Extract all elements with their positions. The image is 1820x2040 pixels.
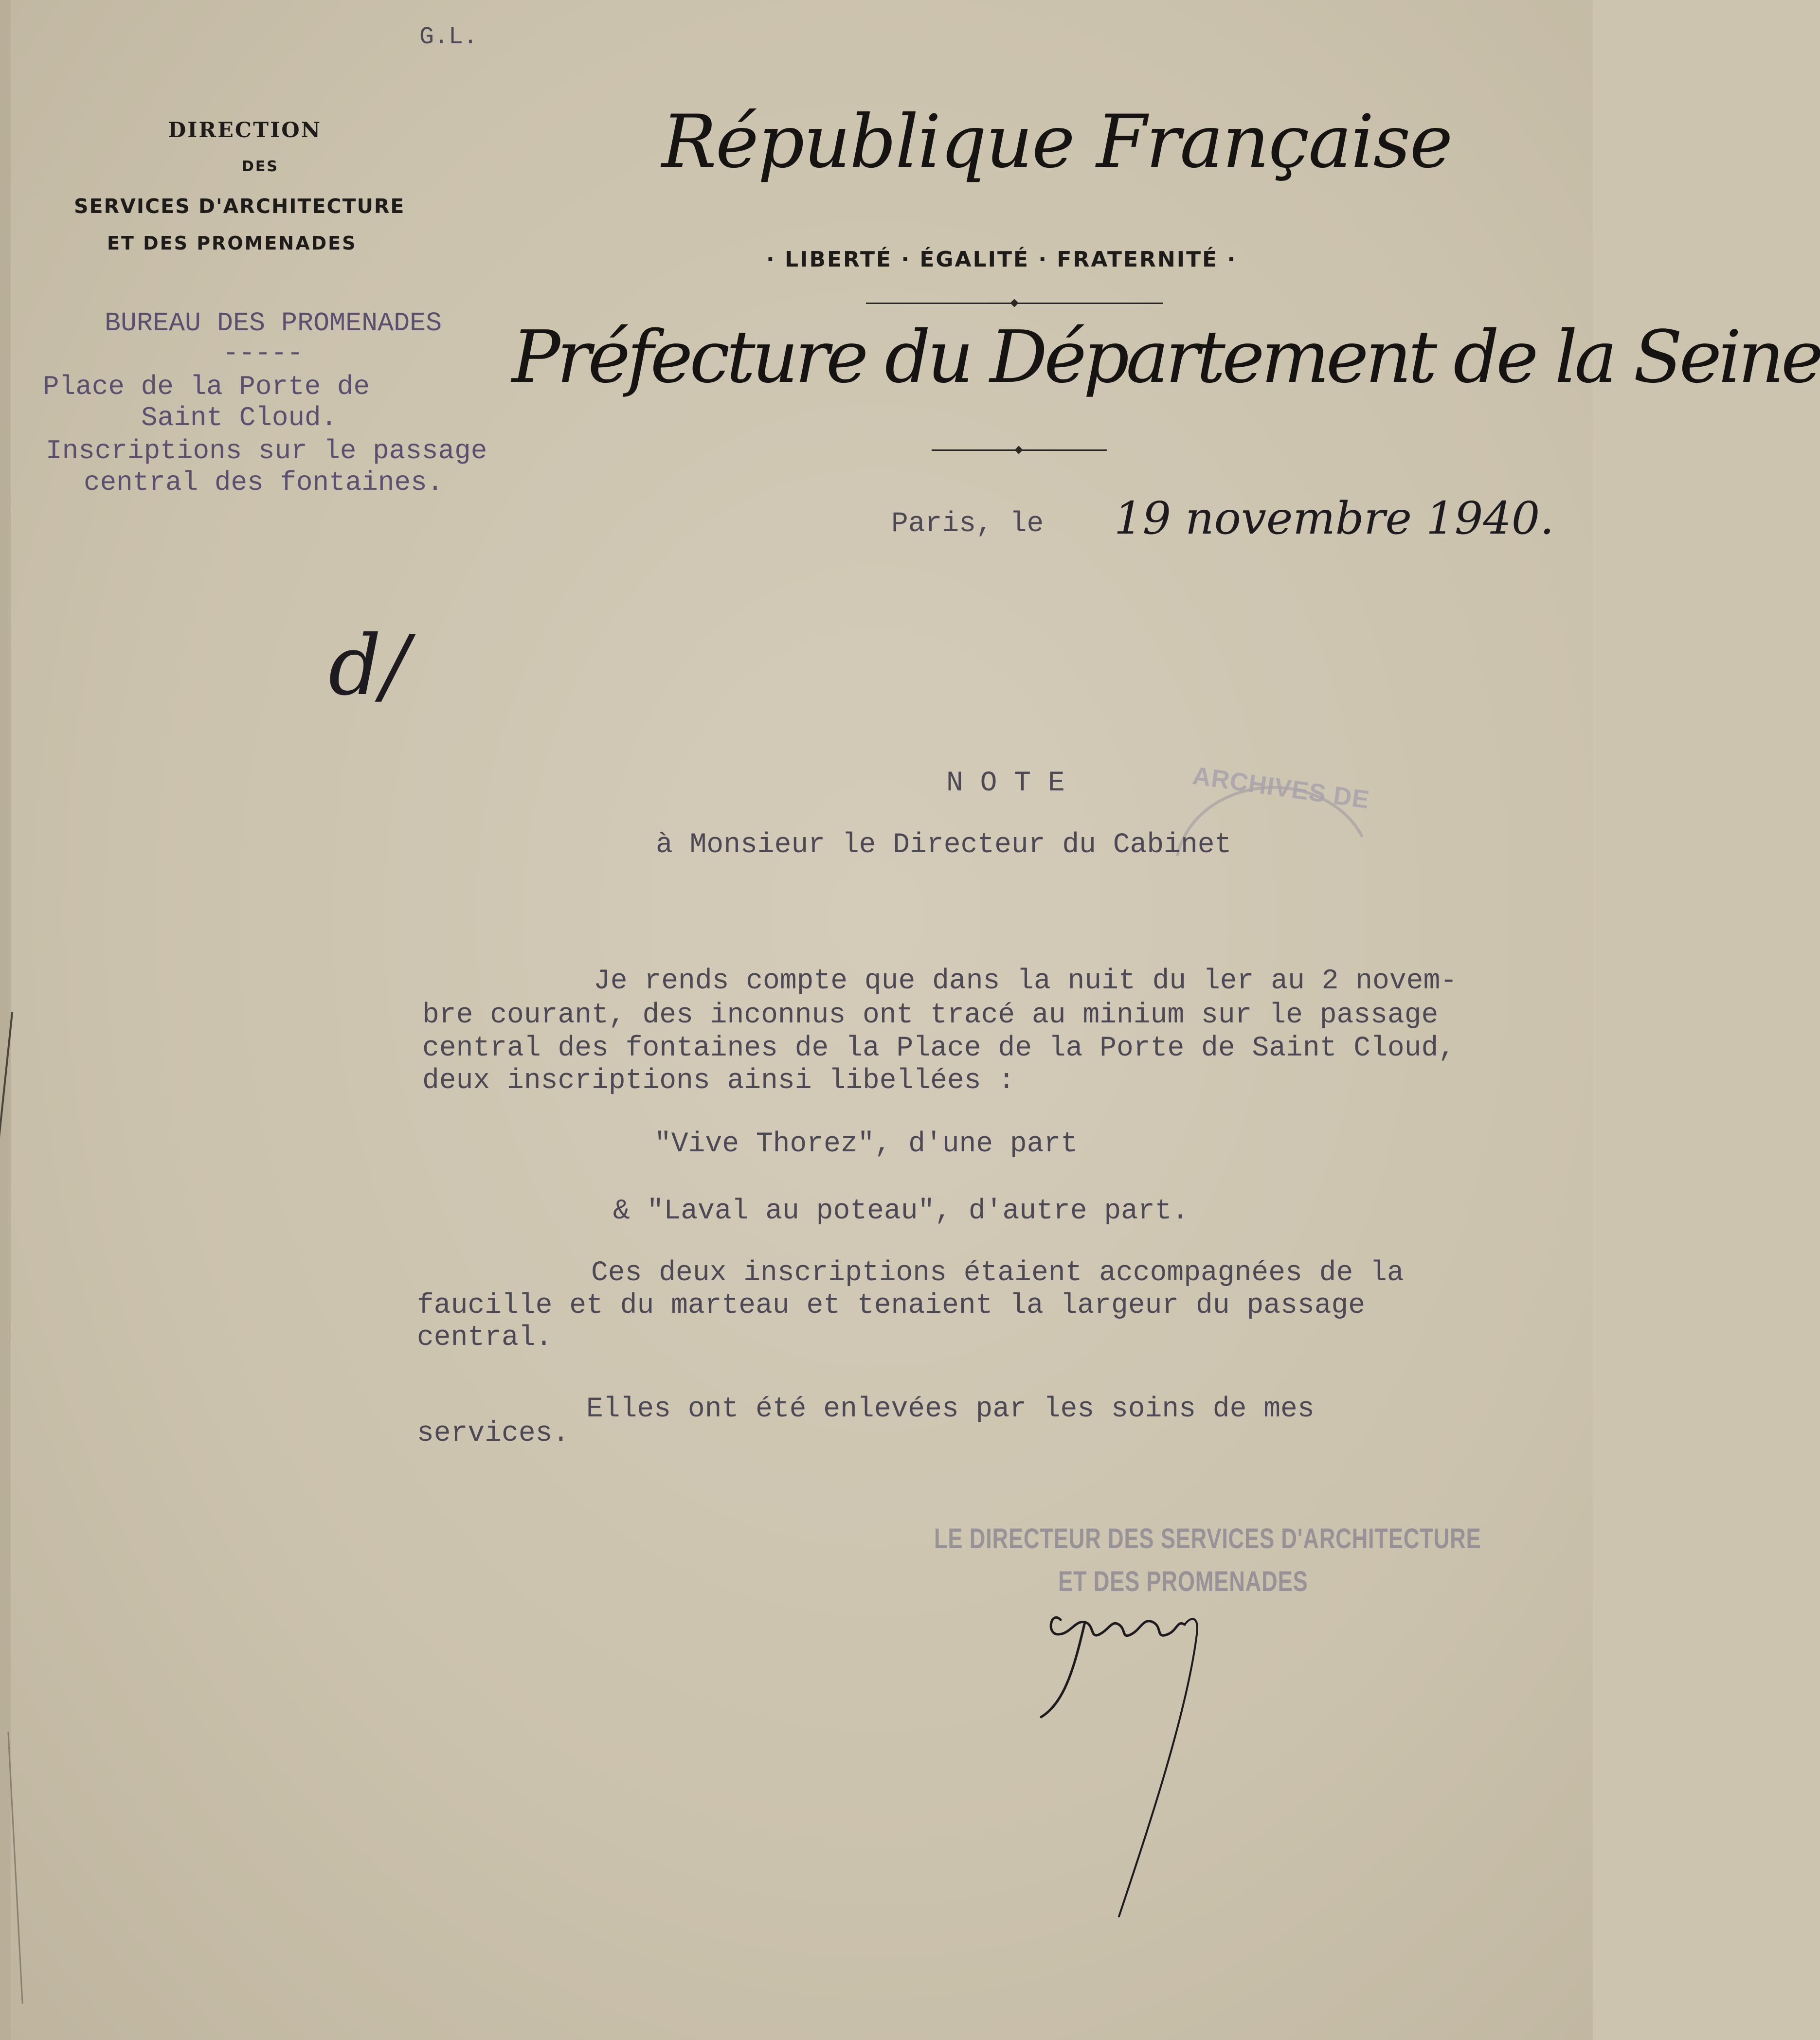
subject-line: Place de la Porte de xyxy=(43,371,370,402)
body-line: Je rends compte que dans la nuit du ler au 2 novem- xyxy=(594,966,1458,997)
body-line: faucille et du marteau et tenaient la largeur du passage xyxy=(417,1290,1366,1322)
header-services: SERVICES D'ARCHITECTURE xyxy=(74,195,405,218)
republique-francaise: République Française xyxy=(662,100,1452,184)
body-line: services. xyxy=(417,1418,570,1449)
note-title: N O T E xyxy=(946,768,1065,799)
header-direction: DIRECTION xyxy=(168,118,322,143)
date-printed: Paris, le xyxy=(891,508,1044,540)
paper-edge xyxy=(0,0,11,2040)
quote-line: "Vive Thorez", d'une part xyxy=(654,1128,1078,1160)
body-line: Elles ont été enlevées par les soins de mes xyxy=(586,1394,1315,1425)
bureau-title: BUREAU DES PROMENADES xyxy=(105,308,442,339)
quote-line: & "Laval au poteau", d'autre part. xyxy=(613,1196,1189,1227)
ornament-diamond xyxy=(1015,446,1023,454)
margin-annotation: d/ xyxy=(328,618,410,714)
subject-line: Inscriptions sur le passage xyxy=(46,435,487,466)
body-line: Ces deux inscriptions étaient accompagnées de la xyxy=(591,1257,1404,1289)
date-handwritten: 19 novembre 1940. xyxy=(1114,492,1554,544)
note-addressee: à Monsieur le Directeur du Cabinet xyxy=(656,829,1232,861)
body-line: bre courant, des inconnus ont tracé au minium sur le passage xyxy=(422,1000,1439,1031)
motto: · LIBERTÉ · ÉGALITÉ · FRATERNITÉ · xyxy=(766,247,1237,272)
header-des: DES xyxy=(242,158,279,175)
ornament-diamond xyxy=(1010,299,1019,307)
body-line: central des fontaines de la Place de la Porte de Saint Cloud, xyxy=(422,1033,1456,1064)
initials: G.L. xyxy=(419,23,478,51)
signature-stamp-line: ET DES PROMENADES xyxy=(1058,1566,1308,1597)
bureau-separator: ----- xyxy=(223,338,304,369)
body-line: deux inscriptions ainsi libellées : xyxy=(422,1065,1015,1097)
signature-stamp-line: LE DIRECTEUR DES SERVICES D'ARCHITECTURE xyxy=(934,1523,1481,1555)
archives-stamp-text: ARCHIVES DE xyxy=(1190,761,1371,815)
prefecture-seine: Préfecture du Département de la Seine xyxy=(512,315,1820,399)
signature xyxy=(1031,1605,1236,1926)
body-line: central. xyxy=(417,1322,553,1354)
header-promenades: ET DES PROMENADES xyxy=(107,233,357,254)
subject-line: central des fontaines. xyxy=(84,467,444,498)
subject-line: Saint Cloud. xyxy=(141,402,338,433)
